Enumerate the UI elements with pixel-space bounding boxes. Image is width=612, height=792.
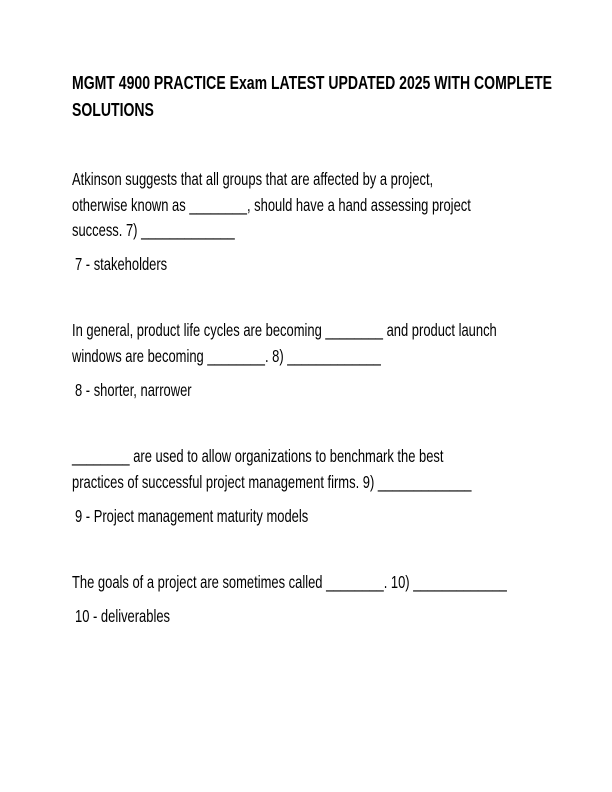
question-text-line: ________ are used to allow organizations to benchmark the best (72, 446, 444, 466)
title-line-2: SOLUTIONS (72, 100, 154, 120)
answer-text: 10 - deliverables (75, 606, 171, 626)
question-text-line: otherwise known as ________, should have a hand assessing project (72, 195, 471, 215)
question-text-line: windows are becoming ________. 8) _____________ (72, 346, 381, 366)
answer-text: 8 - shorter, narrower (75, 380, 192, 400)
answer-text: 9 - Project management maturity models (75, 506, 309, 526)
question-text-line: Atkinson suggests that all groups that are affected by a project, (72, 169, 434, 189)
question-text-line: success. 7) _____________ (72, 220, 235, 240)
answer-text: 7 - stakeholders (75, 254, 168, 274)
question-text-line: The goals of a project are sometimes called ________. 10) _____________ (72, 572, 507, 592)
question-text-line: practices of successful project management firms. 9) _____________ (72, 472, 472, 492)
title-line-1: MGMT 4900 PRACTICE Exam LATEST UPDATED 2025 WITH COMPLETE (72, 73, 553, 93)
question-text-line: In general, product life cycles are becoming ________ and product launch (72, 320, 497, 340)
